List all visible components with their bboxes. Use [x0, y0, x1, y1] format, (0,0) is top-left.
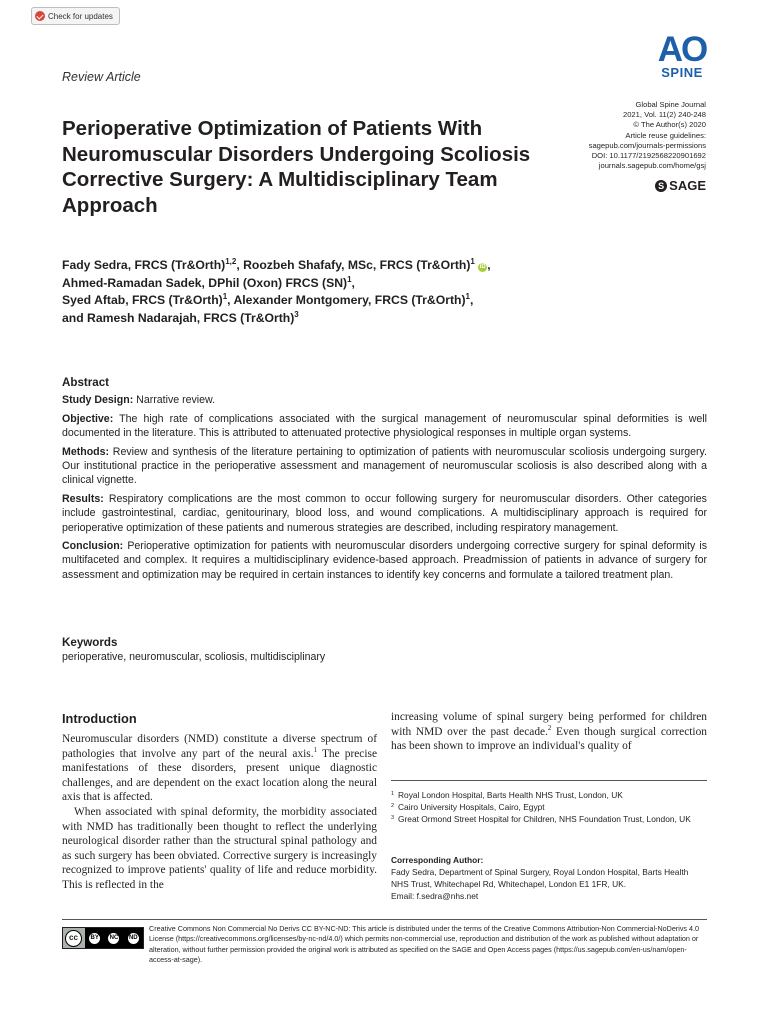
corresponding-email[interactable]: Email: f.sedra@nhs.net — [391, 891, 479, 901]
corresponding-heading: Corresponding Author: — [391, 855, 484, 865]
body-column-left — [62, 732, 377, 893]
sage-label: SAGE — [669, 178, 706, 193]
journal-permissions-link[interactable]: sagepub.com/journals-permissions — [588, 140, 706, 150]
check-for-updates-button[interactable] — [31, 7, 120, 25]
article-type-label: Review Article — [62, 70, 141, 84]
affiliation-text: Cairo University Hospitals, Cairo, Egypt — [398, 802, 545, 812]
abstract-label: Objective: — [62, 412, 114, 425]
abstract-section — [62, 445, 707, 488]
body-paragraph — [62, 732, 377, 805]
abstract-section — [62, 492, 707, 535]
body-text: Neuromuscular disorders (NMD) constitute a diverse spectrum of pathologies that involve any part of the neural axis. — [62, 733, 377, 760]
body-paragraph — [62, 805, 377, 893]
author-name: Syed Aftab, FRCS (Tr&Orth) — [62, 293, 223, 308]
body-text: The precise manifestations of these disorders, present unique diagnostic challenges, and are dependent on the exact location along the neural axis that is affected. — [62, 747, 378, 804]
author-affiliation: 1,2 — [225, 256, 237, 266]
sage-s-icon: S — [655, 180, 667, 192]
abstract-label: Study Design: — [62, 394, 134, 407]
corresponding-address: Fady Sedra, Department of Spinal Surgery, Royal London Hospital, Barts Health NHS Trust, Whitechapel Rd, Whitechapel, London E1 1FR, UK. — [391, 867, 689, 889]
affiliation-text: Royal London Hospital, Barts Health NHS Trust, London, UK — [398, 790, 623, 800]
citation-ref[interactable]: 2 — [547, 723, 552, 732]
check-for-updates-label: Check for updates — [48, 11, 113, 21]
journal-reuse: Article reuse guidelines: — [625, 130, 706, 140]
ao-logo-sub: SPINE — [661, 65, 703, 80]
journal-home-link[interactable]: journals.sagepub.com/home/gsj — [598, 161, 706, 171]
journal-volume: 2021, Vol. 11(2) 240-248 — [622, 110, 706, 120]
abstract-label: Methods: — [62, 445, 110, 458]
affiliation-number: 2 — [391, 803, 395, 809]
abstract-section — [62, 393, 707, 407]
abstract-label: Conclusion: — [62, 540, 124, 553]
introduction-heading: Introduction — [62, 711, 137, 726]
nd-icon: ND — [128, 933, 139, 944]
abstract-text: The high rate of complications associated with the surgical management of neuromuscular spinal deformities is well documented in the literature. This is attributed to attenuated protective physiological responses in multiple organ systems. — [62, 412, 707, 440]
cc-icon: cc — [65, 930, 82, 947]
keywords-list: perioperative, neuromuscular, scoliosis, multidisciplinary — [62, 651, 326, 664]
author-affiliation: 1 — [465, 292, 470, 302]
abstract-text: Review and synthesis of the literature pertaining to optimization of patients with neuromuscular scoliosis undergoing surgery. Our institutional practice in the perioperative assessment and management of neuromuscular scoliosis is also described along with a clinical vignette. — [62, 445, 708, 487]
abstract-section — [62, 539, 707, 582]
abstract-text: Narrative review. — [136, 394, 216, 407]
by-icon: BY — [89, 933, 100, 944]
abstract — [62, 376, 707, 586]
affiliation-item — [391, 813, 707, 825]
abstract-heading: Abstract — [62, 376, 110, 389]
keywords-heading: Keywords — [62, 636, 118, 649]
check-badge-icon — [35, 11, 45, 21]
abstract-label: Results: — [62, 492, 104, 505]
author-name: and Ramesh Nadarajah, FRCS (Tr&Orth) — [62, 310, 295, 325]
footnote-divider — [391, 780, 707, 781]
body-column-right — [391, 710, 707, 754]
journal-doi[interactable]: DOI: 10.1177/2192568220901692 — [591, 151, 706, 161]
author-name: Ahmed-Ramadan Sadek, DPhil (Oxon) FRCS (SN) — [62, 275, 348, 290]
author-affiliation: 1 — [347, 274, 352, 284]
nc-icon: NC — [108, 933, 119, 944]
body-text: increasing volume of spinal surgery being performed for children with NMD over the past decade. — [391, 711, 707, 738]
body-text: Even though surgical correction has been shown to improve an individual's quality of — [391, 725, 707, 753]
cc-license-badge[interactable] — [62, 927, 144, 949]
author-affiliation: 1 — [470, 256, 475, 266]
author-affiliation: 3 — [294, 309, 299, 319]
ao-logo-mark: AO — [657, 30, 707, 69]
ao-spine-logo — [654, 30, 710, 80]
corresponding-author — [391, 854, 707, 902]
sage-logo — [655, 178, 706, 193]
license-text: Creative Commons Non Commercial No Derivs CC BY-NC-ND: This article is distributed under the terms of the Creative Commons Attribution-Non Commercial-NoDerivs 4.0 License (https://creativecommons.org/licenses/by-nc-nd/4.0/) which permits non-commercial use, reproduction and distribution of the work as published without adaptation or alteration, without further permission provided the original work is attributed as specified on the SAGE and Open Access pages (https://us.sagepub.com/en-us/nam/open-access-at-sage). — [149, 924, 700, 964]
abstract-text: Perioperative optimization for patients with neuromuscular disorders undergoing corrective surgery for spinal deformity is multifaceted and complex. It requires a multidisciplinary evidence-based approach. Preadmission of patients in advance of surgery for assessment and optimization may be required in certain instances to identify key concerns and formulate a tailored treatment plan. — [62, 540, 708, 581]
author-name: Fady Sedra, FRCS (Tr&Orth) — [62, 258, 226, 272]
body-text: When associated with spinal deformity, the morbidity associated with NMD has traditionally been thought to reflect the underlying neurological disorder rather than the structural spinal pathology and as such surgery has been obviated. Corrective surgery is increasingly recognized to improve patients' quality of life and reduce morbidity. This is reflected in the — [62, 805, 377, 891]
affiliation-item — [391, 789, 707, 801]
author-affiliation: 1 — [222, 292, 228, 302]
article-title: Perioperative Optimization of Patients With Neuromuscular Disorders Undergoing Scoliosis Corrective Surgery: A Multidisciplinary Team Approach — [62, 117, 531, 217]
keywords — [62, 636, 702, 665]
abstract-section — [62, 412, 707, 441]
author-list: Fady Sedra, FRCS (Tr&Orth)$^{1,2}$, Roozbeh Shafafy, MSc, FRCS (Tr&Orth)$^1$ iD , Ahmed-Ramadan Sadek, DPhil (Oxon) FRCS (SN)$^1$, Syed Aftab, FRCS (Tr&Orth)$^1$, Alexander Montgomery, FRCS (Tr&Orth)$^1$, and Ramesh Nadarajah, FRCS (Tr&Orth)$^3$ — [62, 256, 491, 325]
abstract-text: Respiratory complications are the most common to occur following surgery for neuromuscular disorders. Other categories include gastrointestinal, cardiac, genitourinary, blood loss, and wound complications. A multidisciplinary approach is required for perioperative optimization of these patients and numerous strategies are described, including respiratory management. — [62, 492, 707, 534]
affiliation-number: 1 — [391, 791, 395, 797]
license-divider — [62, 919, 707, 920]
journal-info — [496, 100, 706, 171]
citation-ref[interactable]: 1 — [313, 745, 318, 754]
journal-copyright: © The Author(s) 2020 — [633, 120, 706, 130]
orcid-icon[interactable]: iD — [479, 264, 486, 270]
journal-name: Global Spine Journal — [635, 100, 706, 109]
author-name: Alexander Montgomery, FRCS (Tr&Orth) — [233, 293, 466, 308]
affiliation-number: 3 — [391, 815, 395, 821]
affiliation-item — [391, 801, 707, 813]
affiliation-text: Great Ormond Street Hospital for Children, NHS Foundation Trust, London, UK — [398, 814, 691, 824]
cc-terms-bar — [85, 928, 143, 948]
affiliations — [391, 789, 707, 825]
author-name: Roozbeh Shafafy, MSc, FRCS (Tr&Orth) — [243, 258, 471, 272]
